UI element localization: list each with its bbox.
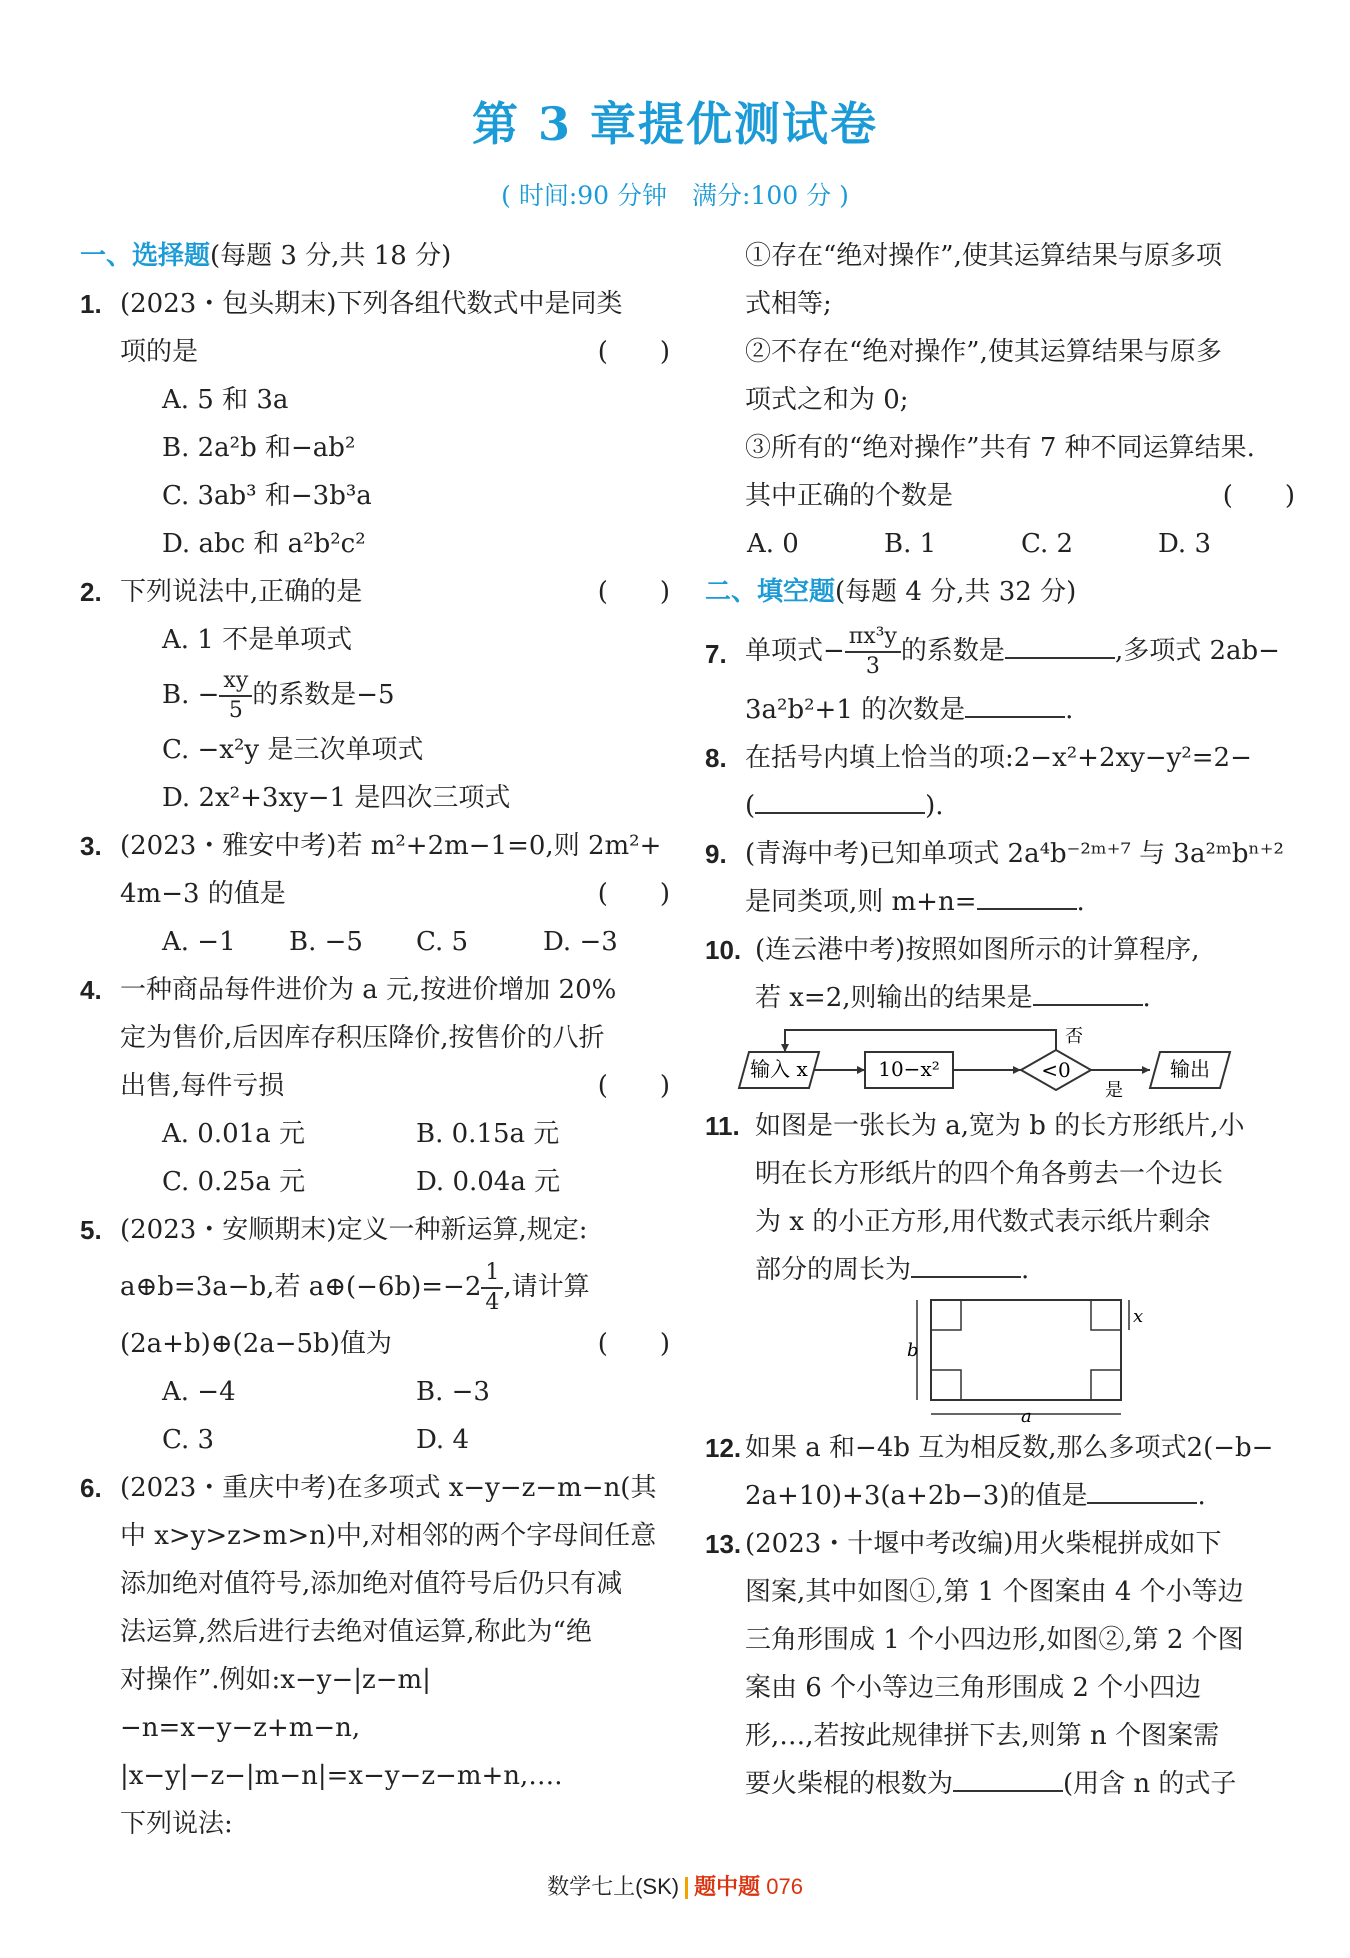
paper-rectangle (931, 1300, 1121, 1400)
question-stem: |x−y|−z−|m−n|=x−y−z−m+n,…. (120, 1761, 563, 1791)
option: A. 0 (747, 529, 799, 559)
answer-blank[interactable] (1087, 1472, 1197, 1504)
question-stem: 如图是一张长为 a,宽为 b 的长方形纸片,小 (755, 1111, 1245, 1141)
question-stem: 一种商品每件进价为 a 元,按进价增加 20% (120, 975, 617, 1005)
answer-paren: ( ) (597, 1071, 670, 1101)
stem-text: 单项式− (745, 636, 845, 666)
question-stem: (2023・包头期末)下列各组代数式中是同类 (120, 289, 623, 319)
question-stem: 3a²b²+1 的次数是 (745, 695, 966, 725)
question-stem: (2023・雅安中考)若 m²+2m−1=0,则 2m²+ (120, 831, 662, 861)
answer-paren: ( ) (1222, 481, 1295, 511)
question-4 (80, 966, 670, 1206)
section-label: 二、填空题 (705, 577, 836, 607)
question-7: 7. 单项式− $\frac{\text{πx³y}}{3}$ 的系数是 ,多项式 2ab− 3a²b²+1 的次数是 . (705, 616, 1295, 734)
question-stem: (用含 n 的式子 (1063, 1769, 1237, 1799)
question-stem: 下列说法中,正确的是 (120, 577, 363, 607)
claim-text: 式相等; (745, 289, 832, 319)
question-12: 12. 如果 a 和−4b 互为相反数,那么多项式2(−b− 2a+10)+3(a+2b−3)的值是 . (705, 1424, 1295, 1520)
question-stem: 明在长方形纸片的四个角各剪去一个边长 (755, 1159, 1224, 1189)
option: C. 2 (1021, 529, 1074, 559)
fraction-denominator: 3 (865, 654, 880, 679)
section-note: (每题 4 分,共 32 分) (835, 577, 1077, 607)
answer-blank[interactable] (977, 878, 1077, 910)
flow-loop-line (785, 1030, 1056, 1052)
question-3 (80, 822, 670, 966)
claim-text: ③所有的“绝对操作”共有 7 种不同运算结果. (745, 433, 1255, 463)
fraction (481, 1259, 503, 1317)
question-stem-line (120, 1254, 670, 1320)
option: D. 3 (1158, 529, 1211, 559)
flow-output-label: 输出 (1170, 1057, 1210, 1081)
question-stem: 出售,每件亏损 (120, 1071, 285, 1101)
question-number: 7. (705, 639, 727, 669)
fraction-numerator: 1 (481, 1259, 503, 1289)
answer-blank[interactable] (755, 782, 925, 814)
answer-blank[interactable] (911, 1246, 1021, 1278)
option: D. 2x²+3xy−1 是四次三项式 (162, 783, 511, 813)
option: D. 4 (416, 1425, 469, 1455)
question-number: 13. (705, 1529, 742, 1559)
question-stem: 对操作”.例如:x−y−|z−m|−n=x−y−z+m−n, (120, 1665, 431, 1743)
claim-text: 项式之和为 0; (745, 385, 909, 415)
question-number: 6. (80, 1473, 102, 1503)
stem-text: 的系数是 (900, 636, 1005, 666)
option-row (745, 520, 1295, 568)
question-2 (80, 568, 670, 822)
question-8 (705, 734, 1295, 830)
option: B. 2a²b 和−ab² (162, 433, 356, 463)
footer-divider (685, 1877, 688, 1899)
question-stem: 要火柴棍的根数为 (745, 1769, 954, 1799)
question-number: 2. (80, 577, 102, 607)
question-number: 5. (80, 1215, 102, 1245)
section-label: 一、选择题 (80, 241, 211, 271)
question-5 (80, 1206, 670, 1464)
question-number: 12. (705, 1433, 742, 1463)
option: A. 5 和 3a (162, 385, 289, 415)
option: C. 3 (162, 1425, 215, 1455)
question-stem: 法运算,然后进行去绝对值运算,称此为“绝 (120, 1617, 592, 1647)
option: B. −3 (416, 1377, 490, 1407)
answer-blank[interactable] (953, 1760, 1063, 1792)
corner-square (931, 1300, 961, 1330)
question-stem: (2023・十堰中考改编)用火柴棍拼成如下 (745, 1529, 1222, 1559)
left-column (80, 232, 670, 1848)
answer-blank[interactable] (1033, 974, 1143, 1006)
question-stem: 案由 6 个小等边三角形围成 2 个小四边 (745, 1673, 1202, 1703)
question-stem: 项的是 (120, 337, 199, 367)
option: B. 0.15a 元 (416, 1119, 560, 1149)
answer-blank[interactable] (965, 686, 1065, 718)
question-stem: 如果 a 和−4b 互为相反数,那么多项式2(−b− (745, 1433, 1274, 1463)
stem-text: ( (745, 791, 756, 821)
option-text: B. − (162, 680, 220, 710)
question-stem: 2a+10)+3(a+2b−3)的值是 (745, 1481, 1088, 1511)
option-row (120, 1368, 670, 1416)
option: C. −x²y 是三次单项式 (162, 735, 424, 765)
answer-blank[interactable] (1005, 627, 1115, 659)
question-stem: 添加绝对值符号,添加绝对值符号后仍只有减 (120, 1569, 623, 1599)
option (120, 664, 670, 726)
corner-square (1091, 1370, 1121, 1400)
flow-compute-label: 10−x² (878, 1057, 940, 1081)
corner-square (931, 1370, 961, 1400)
fraction (845, 623, 901, 681)
flow-yes-label: 是 (1105, 1080, 1123, 1101)
corner-square (1091, 1300, 1121, 1330)
option: A. −4 (162, 1377, 236, 1407)
question-6-continued (705, 232, 1295, 568)
book-label: 数学七上(SK) (547, 1874, 680, 1899)
fraction-denominator: 5 (228, 698, 243, 723)
question-stem: 图案,其中如图①,第 1 个图案由 4 个小等边 (745, 1577, 1244, 1607)
page-footer (0, 1870, 1350, 1901)
option: A. 1 不是单项式 (162, 625, 353, 655)
option: B. 1 (884, 529, 937, 559)
question-stem: 4m−3 的值是 (120, 879, 286, 909)
right-column (705, 232, 1295, 1808)
question-number: 1. (80, 289, 102, 319)
flow-no-label: 否 (1065, 1026, 1083, 1047)
dim-b-label: b (907, 1340, 919, 1361)
stem-text: a⊕b=3a−b,若 a⊕(−6b)=−2 (120, 1272, 482, 1302)
question-number: 4. (80, 975, 102, 1005)
fraction (219, 667, 252, 725)
page-title: 第 3 章提优测试卷 (471, 97, 879, 151)
dim-x-label: x (1133, 1306, 1144, 1327)
question-stem-line (745, 616, 1295, 686)
option: D. −3 (543, 927, 618, 957)
question-stem: 形,…,若按此规律拼下去,则第 n 个图案需 (745, 1721, 1220, 1751)
option-text: 的系数是−5 (252, 680, 395, 710)
fraction-numerator: πx³y (845, 623, 901, 653)
arrow-head (1142, 1066, 1150, 1074)
question-stem: 中 x>y>z>m>n)中,对相邻的两个字母间任意 (120, 1521, 657, 1551)
question-11: 11. 如图是一张长为 a,宽为 b 的长方形纸片,小 明在长方形纸片的四个角各剪去一个边长 为 x 的小正方形,用代数式表示纸片剩余 部分的周长为 . (705, 1102, 1295, 1294)
rectangle-figure (905, 1294, 1145, 1424)
stem-text: ,请计算 (503, 1272, 590, 1302)
question-number: 3. (80, 831, 102, 861)
answer-paren: ( ) (597, 577, 670, 607)
section-heading-fill (705, 568, 1295, 616)
question-number: 10. (705, 935, 742, 965)
option-row (120, 1416, 670, 1464)
arrow-head (781, 1044, 789, 1052)
option-row (120, 918, 670, 966)
page-number: 076 (766, 1874, 803, 1899)
question-stem: 在括号内填上恰当的项:2−x²+2xy−y²=2− (745, 743, 1252, 773)
option: B. −5 (289, 927, 363, 957)
fraction-denominator: 4 (485, 1290, 500, 1315)
question-stem: 定为售价,后因库存积压降价,按售价的八折 (120, 1023, 605, 1053)
page-subtitle: ( 时间:90 分钟 满分:100 分 ) (501, 181, 849, 210)
section-note: (每题 3 分,共 18 分) (210, 241, 452, 271)
question-1 (80, 280, 670, 568)
claim-text: ①存在“绝对操作”,使其运算结果与原多项 (745, 241, 1222, 271)
option: C. 0.25a 元 (162, 1167, 306, 1197)
question-stem: 其中正确的个数是 (745, 481, 954, 511)
question-stem: (连云港中考)按照如图所示的计算程序, (755, 935, 1200, 965)
question-stem: 部分的周长为 (755, 1255, 912, 1285)
question-stem: 是同类项,则 m+n= (745, 887, 977, 917)
option: C. 5 (416, 927, 469, 957)
question-stem: 若 x=2,则输出的结果是 (755, 983, 1033, 1013)
flow-input-label: 输入 x (750, 1057, 808, 1081)
option: D. 0.04a 元 (416, 1167, 561, 1197)
answer-paren: ( ) (597, 879, 670, 909)
question-stem: 下列说法: (120, 1809, 233, 1839)
option: A. 0.01a 元 (162, 1119, 305, 1149)
stem-text: ). (925, 791, 944, 821)
dim-a-label: a (1021, 1406, 1032, 1424)
question-13 (705, 1520, 1295, 1808)
question-10: 10. (连云港中考)按照如图所示的计算程序, 若 x=2,则输出的结果是 . (705, 926, 1295, 1022)
flow-check-label: <0 (1041, 1058, 1071, 1082)
question-stem: 为 x 的小正方形,用代数式表示纸片剩余 (755, 1207, 1211, 1237)
claim-text: ②不存在“绝对操作”,使其运算结果与原多 (745, 337, 1222, 367)
stem-text: ,多项式 2ab− (1114, 636, 1280, 666)
fraction-numerator: xy (219, 667, 252, 697)
question-stem: 三角形围成 1 个小四边形,如图②,第 2 个图 (745, 1625, 1244, 1655)
arrow-head (857, 1066, 865, 1074)
option: D. abc 和 a²b²c² (162, 529, 366, 559)
question-9: 9. (青海中考)已知单项式 2a⁴b⁻²ᵐ⁺⁷ 与 3a²ᵐbⁿ⁺² 是同类项,则 m+n= . (705, 830, 1295, 926)
brand-label: 题中题 (694, 1874, 761, 1899)
question-stem: (2023・重庆中考)在多项式 x−y−z−m−n(其 (120, 1473, 657, 1503)
option: A. −1 (162, 927, 236, 957)
section-heading-choice (80, 232, 670, 280)
flowchart (725, 1022, 1285, 1102)
question-stem: (2a+b)⊕(2a−5b)值为 (120, 1329, 392, 1359)
option-row (120, 1110, 670, 1158)
option: C. 3ab³ 和−3b³a (162, 481, 372, 511)
question-number: 8. (705, 743, 727, 773)
question-stem: (2023・安顺期末)定义一种新运算,规定: (120, 1215, 588, 1245)
answer-paren: ( ) (597, 1329, 670, 1359)
option-row (120, 1158, 670, 1206)
question-number: 11. (705, 1111, 740, 1141)
question-6 (80, 1464, 670, 1848)
question-stem: (青海中考)已知单项式 2a⁴b⁻²ᵐ⁺⁷ 与 3a²ᵐbⁿ⁺² (745, 839, 1284, 869)
answer-paren: ( ) (597, 337, 670, 367)
question-number: 9. (705, 839, 727, 869)
